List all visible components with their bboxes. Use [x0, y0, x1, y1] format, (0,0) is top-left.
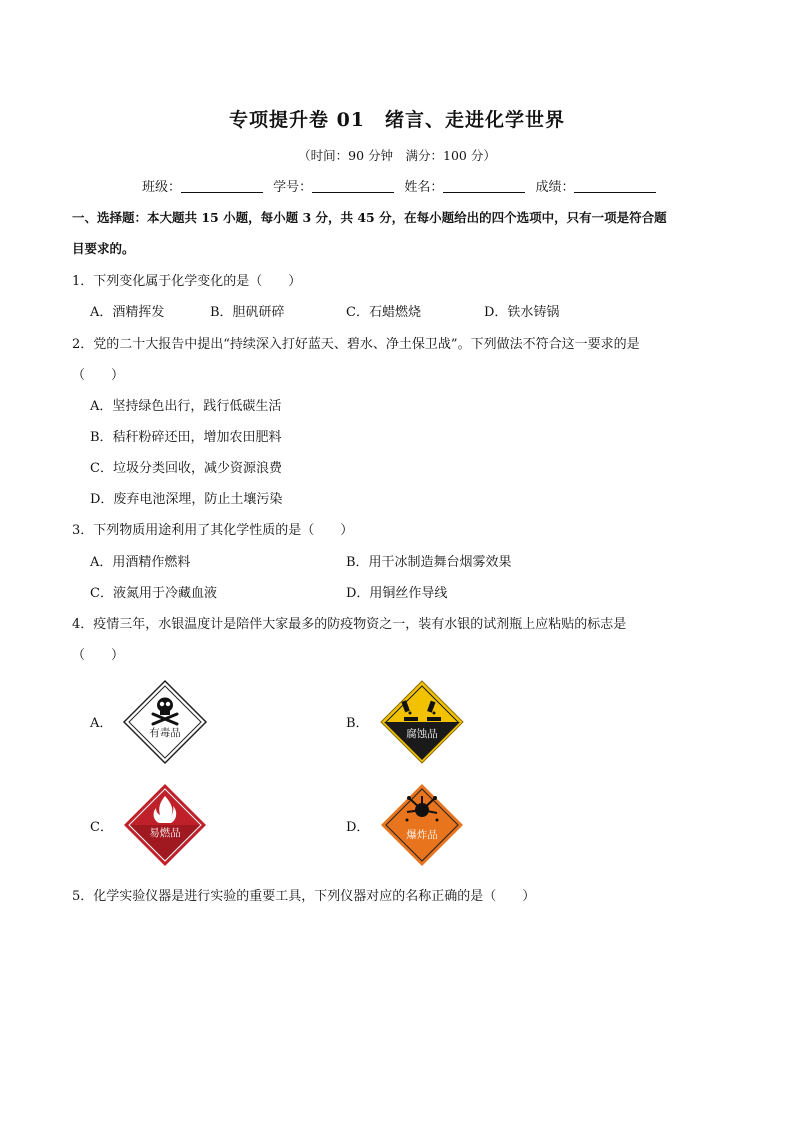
question-2-stem-line2: （ ） — [72, 368, 125, 383]
question-1-stem: 1．下列变化属于化学变化的是（ ） — [72, 274, 302, 289]
q4-option-c-label: C． — [90, 820, 113, 835]
section-heading-line1: 一、选择题：本大题共 15 小题，每小题 3 分，共 45 分，在每小题给出的四个选项中，只有一项是符合题 — [72, 210, 667, 225]
question-2-stem-line1: 2．党的二十大报告中提出“持续深入打好蓝天、碧水、净土保卫战”。下列做法不符合这一要求的是 — [72, 337, 640, 352]
q1-option-b: B．胆矾研碎 — [210, 305, 285, 320]
corrosive-sign-label: 腐蚀品 — [406, 728, 438, 740]
question-4-stem-line2: （ ） — [72, 648, 125, 663]
q3-option-c: C．液氮用于冷藏血液 — [90, 586, 217, 601]
q3-option-a: A．用酒精作燃料 — [90, 555, 191, 570]
corrosive-sign — [379, 679, 465, 765]
question-5-stem: 5．化学实验仪器是进行实验的重要工具，下列仪器对应的名称正确的是（ ） — [72, 889, 536, 904]
toxic-sign — [122, 679, 208, 765]
q2-option-c: C．垃圾分类回收，减少资源浪费 — [90, 461, 282, 476]
score-label: 成绩： — [535, 180, 575, 195]
toxic-sign-label: 有毒品 — [149, 727, 181, 739]
score-field[interactable] — [574, 178, 656, 193]
q2-option-b: B．秸秆粉碎还田，增加农田肥料 — [90, 430, 282, 445]
q4-option-a-label: A． — [90, 716, 113, 731]
class-label: 班级： — [142, 180, 182, 195]
question-4-stem-line1: 4．疫情三年，水银温度计是陪伴大家最多的防疫物资之一，装有水银的试剂瓶上应粘贴的标志是 — [72, 617, 627, 632]
q3-option-b: B．用干冰制造舞台烟雾效果 — [346, 555, 512, 570]
q1-option-d: D．铁水铸锅 — [484, 305, 560, 320]
name-label: 姓名： — [404, 180, 444, 195]
explosive-sign — [379, 782, 465, 868]
flammable-sign-label: 易燃品 — [149, 827, 181, 839]
id-field[interactable] — [312, 178, 394, 193]
class-field[interactable] — [181, 178, 263, 193]
q2-option-d: D．废弃电池深埋，防止土壤污染 — [90, 492, 283, 507]
section-heading-line2: 目要求的。 — [72, 241, 135, 256]
q2-option-a: A．坚持绿色出行，践行低碳生活 — [90, 399, 282, 414]
q1-option-a: A．酒精挥发 — [90, 305, 165, 320]
exam-subtitle: （时间：90 分钟 满分：100 分） — [298, 148, 496, 163]
student-info-row — [142, 176, 662, 195]
question-3-stem: 3．下列物质用途利用了其化学性质的是（ ） — [72, 523, 354, 538]
flammable-sign — [122, 782, 208, 868]
page-title: 专项提升卷 01 绪言、走进化学世界 — [228, 109, 566, 131]
name-field[interactable] — [443, 178, 525, 193]
q4-option-d-label: D． — [346, 820, 370, 835]
q3-option-d: D．用铜丝作导线 — [346, 586, 448, 601]
q1-option-c: C．石蜡燃烧 — [346, 305, 421, 320]
explosive-sign-label: 爆炸品 — [406, 829, 438, 841]
id-label: 学号： — [273, 180, 313, 195]
q4-option-b-label: B． — [346, 716, 369, 731]
